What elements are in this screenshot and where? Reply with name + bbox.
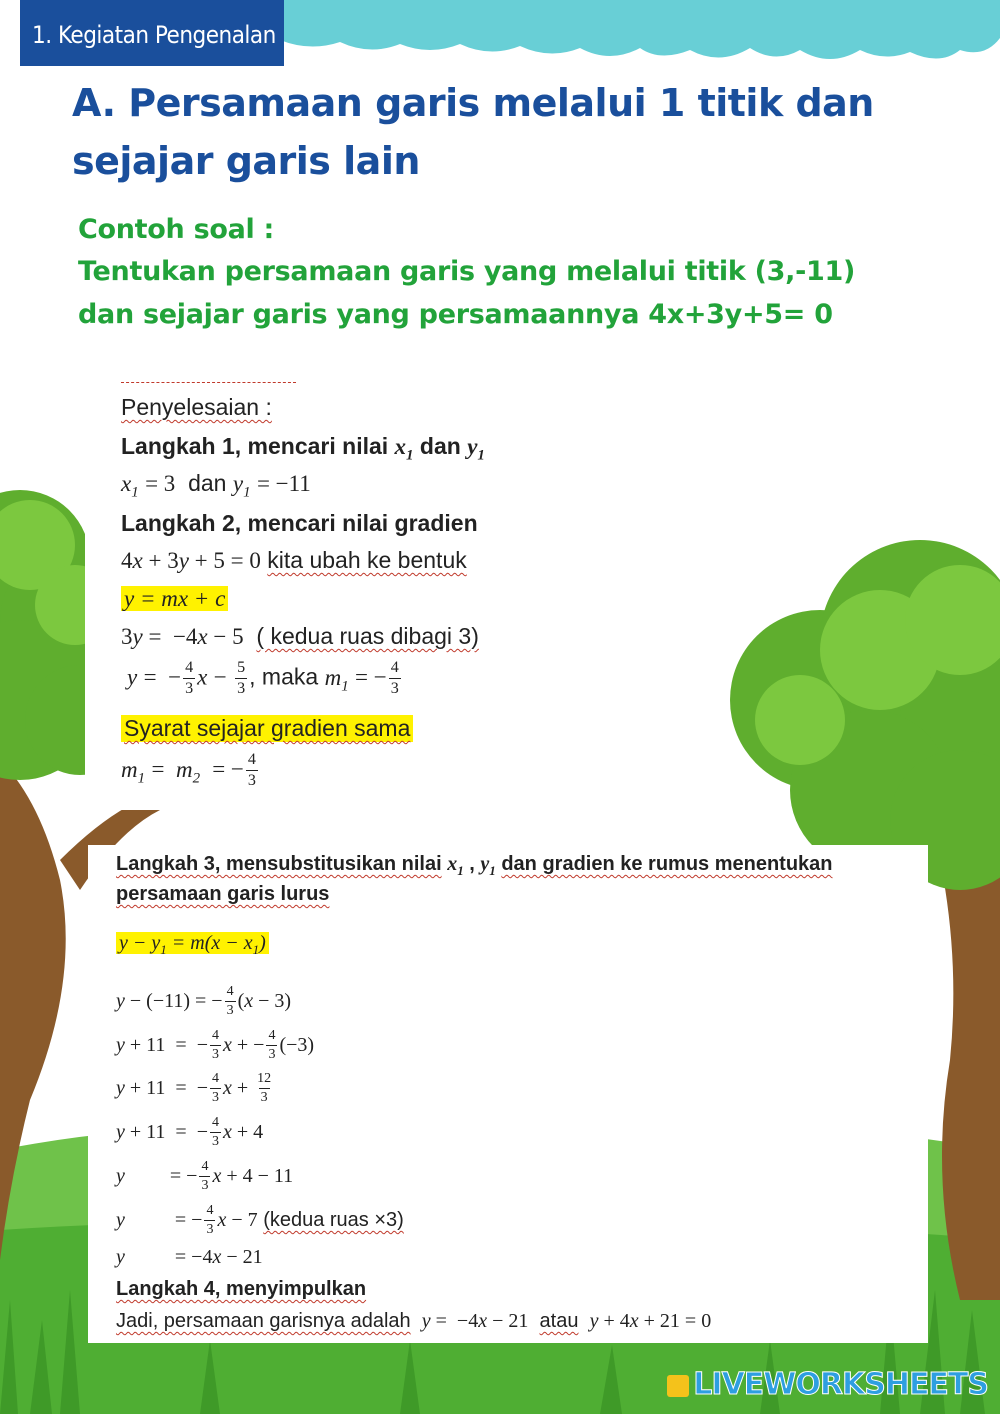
substitution-line-6: y = − $\frac{4}{3}$ x − 7 (kedua ruas ×3) [116,1203,404,1237]
watermark-logo: LIVEWORKSHEETS [667,1367,988,1402]
x1-y1-values: $x_1 = 3$ dan $y_1 = -11$ [121,470,311,501]
original-equation: 4x + 3y + 5 = 0 kita ubah ke bentuk [121,547,467,573]
solution-card-2 [88,845,928,1343]
substitution-line-7: y = −4x − 21 [116,1246,263,1268]
substitution-line-1: y − (−11) = − $\frac{4}{3}$ (x − 3) [116,984,292,1018]
parallel-rule: Syarat sejajar gradien sama [121,715,413,742]
page-title: A. Persamaan garis melalui 1 titik dan sejajar garis lain [72,81,874,183]
liveworksheets-icon [667,1375,689,1397]
activity-tag: 1. Kegiatan Pengenalan : [20,0,284,66]
divide-step: 3y = −4x − 5 ( kedua ruas dibagi 3) [121,623,479,649]
gradient-equality: $m_1 = m_2$ = − $\frac{4}{3}$ [121,751,256,790]
point-slope-formula: $y - y_1 = m(x - x_1)$ [116,932,269,958]
example-question-line2: dan sejajar garis yang persamaannya 4x+3y+5= 0 [78,299,833,330]
cloud-band [250,0,1000,59]
conclusion: Jadi, persamaan garisnya adalah y = −4x − 21 atau y + 4x + 21 = 0 [116,1310,712,1332]
solution-heading: Penyelesaian : [121,394,272,420]
example-label: Contoh soal : [78,214,275,245]
step4-heading: Langkah 4, menyimpulkan [116,1278,367,1300]
solution-card-1 [85,360,575,810]
slope-intercept-form: y = mx + c [121,585,228,612]
gradient-result: y = − $\frac{4}{3}$ x − $\frac{5}{3}$ , maka $m_1$ = − $\frac{4}{3}$ [127,659,399,698]
dotted-divider [121,382,296,383]
step3-heading-cont: persamaan garis lurus [116,883,330,905]
step3-heading: Langkah 3, mensubstitusikan nilai $x_1$ , $y_1$ dan gradien ke rumus menentukan [116,853,833,878]
substitution-line-2: y + 11 = − $\frac{4}{3}$ x + − $\frac{4}{3}$ (−3) [116,1028,315,1062]
substitution-line-4: y + 11 = − $\frac{4}{3}$ x + 4 [116,1115,264,1149]
substitution-line-5: y = − $\frac{4}{3}$ x + 4 − 11 [116,1159,294,1193]
example-question-line1: Tentukan persamaan garis yang melalui titik (3,-11) [78,256,856,287]
right-tree-trunk [940,860,1000,1300]
step1-heading: Langkah 1, mencari nilai $x_1$ dan $y_1$ [121,433,485,464]
step2-heading: Langkah 2, mencari nilai gradien [121,510,478,536]
substitution-line-3: y + 11 = − $\frac{4}{3}$ x + $\frac{12}{3}$ [116,1071,272,1105]
